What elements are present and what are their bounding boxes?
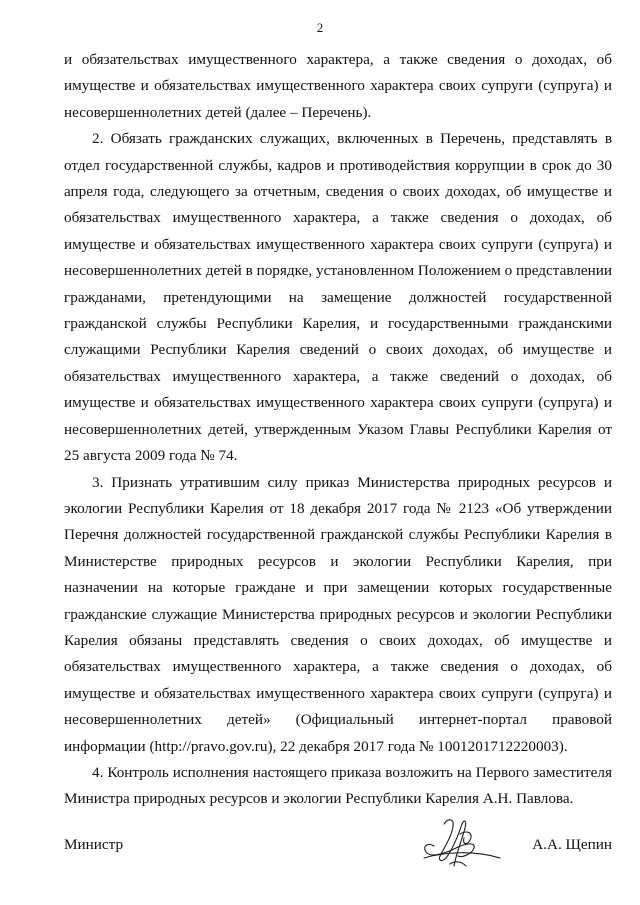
document-body bbox=[64, 47, 612, 813]
paragraph-item-4: 4. Контроль исполнения настоящего приказа возложить на Первого заместителя Министра природных ресурсов и экологии Республики Карелия А.Н. Павлова. bbox=[64, 763, 612, 808]
signer-title: Министр bbox=[64, 836, 124, 853]
page-number: 2 bbox=[316, 20, 324, 35]
paragraph-item-2: 2. Обязать гражданских служащих, включенных в Перечень, представлять в отдел государственной службы, кадров и противодействия коррупции в срок до 30 апреля года, следующего за отчетным, сведения о своих доходах, об имуществе и обязательствах имущественного характера, а также сведения о доходах, об имуществе и обязательствах имущественного характера своих супруги (супруга) и несовершеннолетних детей в порядке, установленном Положением о представлении гражданами, претендующими на замещение должностей государственной гражданской службы Республики Карелия, и государственными гражданскими служащими Республики Карелия сведений о своих доходах, об имуществе и обязательствах имущественного характера, а также сведений о доходах, об имуществе и обязательствах имущественного характера своих супруги (супруга) и несовершеннолетних детей, утвержденным Указом Главы Республики Карелия от 25 августа 2009 года № 74. bbox=[64, 130, 612, 465]
handwritten-signature-icon bbox=[404, 814, 504, 872]
signer-name: А.А. Щепин bbox=[532, 836, 612, 853]
signature-block bbox=[64, 828, 612, 868]
paragraph-item-3: 3. Признать утратившим силу приказ Министерства природных ресурсов и экологии Республики Карелия от 18 декабря 2017 года № 2123 «Об утверждении Перечня должностей государственной гражданской службы Республики Карелия в Министерстве природных ресурсов и экологии Республики Карелия, при назначении на которые граждане и при замещении которых государственные гражданские служащие Министерства природных ресурсов и экологии Республики Карелия обязаны представлять сведения о своих доходах, об имуществе и обязательствах имущественного характера, а также сведения о доходах, об имуществе и обязательствах имущественного характера своих супруги (супруга) и несовершеннолетних детей» (Официальный интернет-портал правовой информации (http://pravo.gov.ru), 22 декабря 2017 года № 1001201712220003). bbox=[64, 473, 612, 755]
paragraph-continuation: и обязательствах имущественного характера, а также сведения о доходах, об имуществе и обязательствах имущественного характера своих супруги (супруга) и несовершеннолетних детей (далее – Перечень). bbox=[64, 51, 612, 121]
